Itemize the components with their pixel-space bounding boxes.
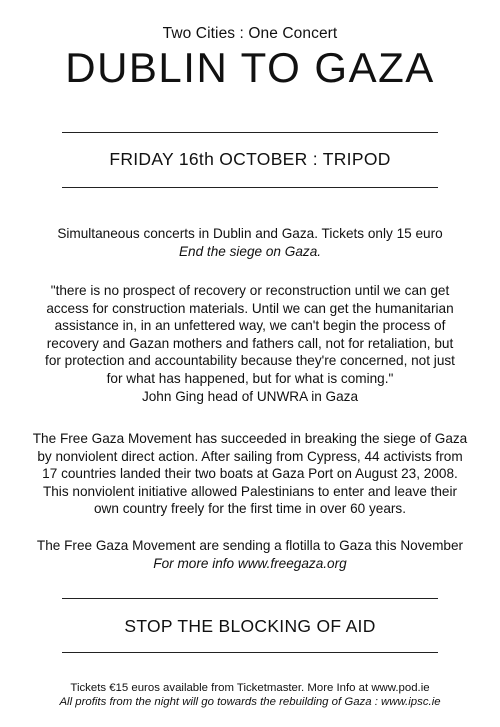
movement-line: own country freely for the first time in over 60 years. bbox=[93, 501, 407, 517]
movement-line: This nonviolent initiative allowed Palestinians to enter and leave their bbox=[42, 483, 458, 499]
movement-line: The Free Gaza Movement has succeeded in breaking the siege of Gaza bbox=[32, 431, 468, 446]
quote-line: access for construction materials. Until we can get the humanitarian bbox=[46, 300, 454, 316]
flotilla-paragraph bbox=[0, 537, 500, 572]
footer-profits-line: All profits from the night will go towards the rebuilding of Gaza : www.ipsc.ie bbox=[59, 696, 441, 709]
divider-before-slogan bbox=[62, 598, 438, 599]
quote-attribution: John Ging head of UNWRA in Gaza bbox=[141, 388, 359, 404]
quote-line: "there is no prospect of recovery or reconstruction until we can get bbox=[50, 283, 450, 298]
intro-paragraph bbox=[0, 225, 500, 260]
quote-block bbox=[0, 282, 500, 405]
intro-slogan: End the siege on Gaza. bbox=[178, 243, 322, 259]
quote-line: recovery and Gazan mothers and fathers call, not for retaliation, but bbox=[46, 335, 454, 351]
flyer-subtitle: Two Cities : One Concert bbox=[162, 25, 338, 42]
divider-after-slogan bbox=[62, 652, 438, 653]
event-date-venue: FRIDAY 16th OCTOBER : TRIPOD bbox=[109, 149, 391, 169]
quote-line: for what has happened, but for what is coming." bbox=[106, 370, 394, 386]
movement-line: 17 countries landed their two boats at Gaza Port on August 23, 2008. bbox=[42, 466, 458, 482]
movement-paragraph bbox=[0, 430, 500, 518]
quote-line: assistance in, in an unfettered way, we can't begin the process of bbox=[54, 318, 446, 334]
flyer-title: DUBLIN TO GAZA bbox=[65, 44, 435, 91]
quote-line: for protection and accountability because they're concerned, not just bbox=[45, 353, 455, 369]
divider-after-date bbox=[62, 187, 438, 188]
divider-top bbox=[62, 132, 438, 133]
more-info-line: For more info www.freegaza.org bbox=[153, 555, 347, 571]
flotilla-line: The Free Gaza Movement are sending a flotilla to Gaza this November bbox=[36, 538, 464, 553]
intro-line: Simultaneous concerts in Dublin and Gaza. Tickets only 15 euro bbox=[57, 226, 443, 241]
footer bbox=[0, 681, 500, 709]
movement-line: by nonviolent direct action. After sailing from Cypress, 44 activists from bbox=[37, 448, 463, 464]
slogan: STOP THE BLOCKING OF AID bbox=[124, 616, 376, 636]
footer-tickets-line: Tickets €15 euros available from Ticketmaster. More Info at www.pod.ie bbox=[70, 682, 430, 694]
